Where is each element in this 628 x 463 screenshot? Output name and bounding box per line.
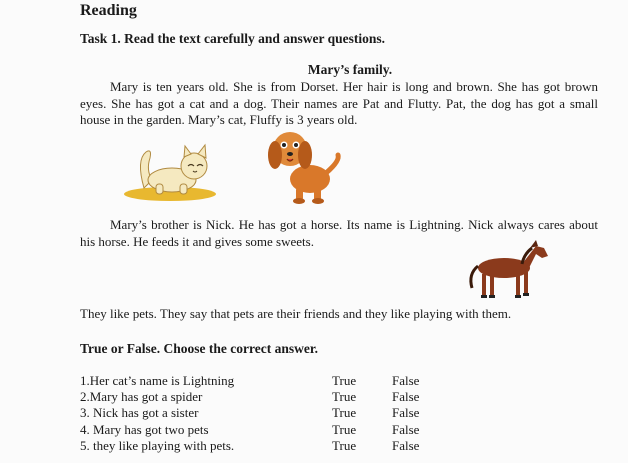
quiz-question: 5. they like playing with pets. <box>80 438 235 453</box>
cat-illustration <box>122 140 218 202</box>
quiz-item-1 <box>80 373 440 389</box>
paragraph-1-text: Mary is ten years old. She is from Dorset. Her hair is long and brown. She has got brown eyes. She has got a cat and a dog. Their names are Pat and Flutty. Pat, the dog has got a small house in the garden. Mary’s cat, Fluffy is 3 years old. <box>80 79 598 127</box>
horse-illustration <box>466 238 554 302</box>
quiz-item-5 <box>80 438 440 454</box>
story-paragraph-1 <box>80 79 598 129</box>
quiz-question: 2.Mary has got a spider <box>80 389 203 404</box>
quiz-item-2 <box>80 389 440 405</box>
true-option[interactable]: True <box>332 405 357 420</box>
false-option[interactable]: False <box>392 389 420 404</box>
section-heading: Reading <box>80 2 137 19</box>
quiz-question: 4. Mary has got two pets <box>80 422 209 437</box>
false-option[interactable]: False <box>392 373 420 388</box>
false-option[interactable]: False <box>392 438 420 453</box>
true-option[interactable]: True <box>332 422 357 437</box>
quiz-question: 1.Her cat’s name is Lightning <box>80 373 235 388</box>
true-option[interactable]: True <box>332 373 357 388</box>
paragraph-2-text: Mary’s brother is Nick. He has got a horse. Its name is Lightning. Nick always cares about his horse. He feeds it and gives some sweets. <box>80 217 598 249</box>
task-instruction: Task 1. Read the text carefully and answer questions. <box>80 31 386 46</box>
quiz-question: 3. Nick has got a sister <box>80 405 199 420</box>
dog-illustration <box>266 127 346 205</box>
story-paragraph-3: They like pets. They say that pets are their friends and they like playing with them. <box>80 306 512 321</box>
true-option[interactable]: True <box>332 389 357 404</box>
quiz-item-4 <box>80 422 440 438</box>
false-option[interactable]: False <box>392 422 420 437</box>
true-option[interactable]: True <box>332 438 357 453</box>
quiz-title: True or False. Choose the correct answer. <box>80 341 318 356</box>
false-option[interactable]: False <box>392 405 420 420</box>
quiz-item-3 <box>80 405 440 421</box>
story-title: Mary’s family. <box>307 62 393 77</box>
